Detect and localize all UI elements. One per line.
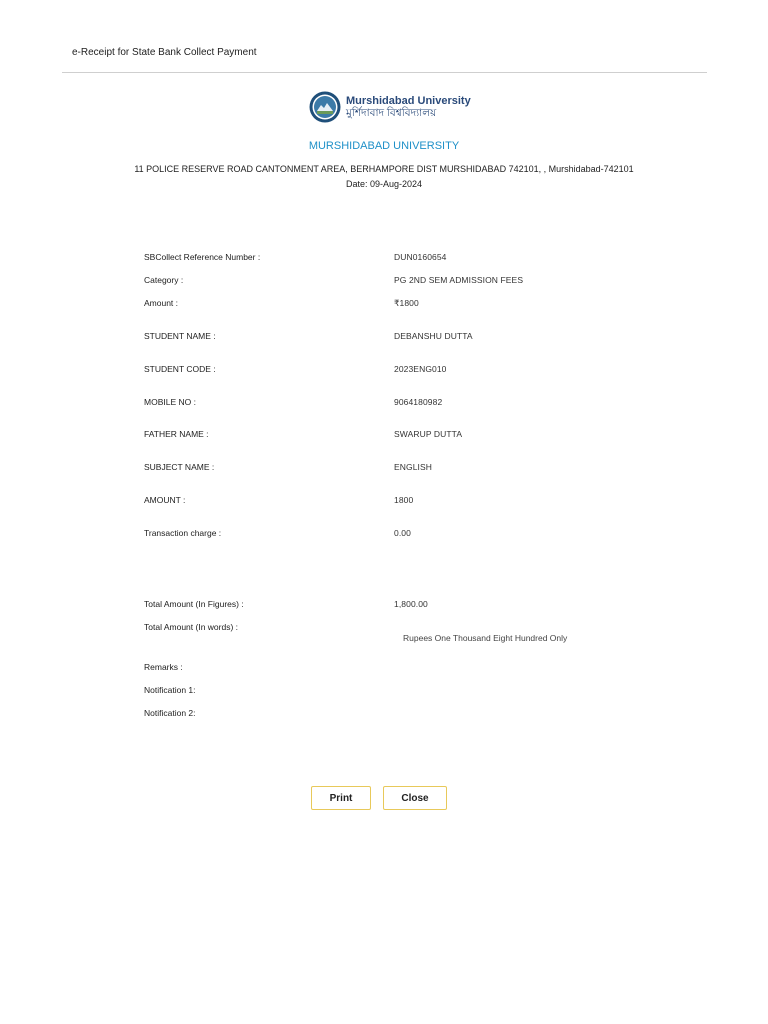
total-figures-value: 1,800.00 [394,599,428,609]
reference-label: SBCollect Reference Number : [144,252,261,262]
subject-name-value: ENGLISH [394,462,433,472]
print-button[interactable]: Print [311,786,371,810]
total-words-label: Total Amount (In words) : [144,622,239,632]
total-figures-label: Total Amount (In Figures) : [144,599,244,609]
amount2-value: 1800 [394,495,414,505]
logo-name-english: Murshidabad University [346,94,471,107]
notification2-label: Notification 2: [144,708,196,718]
receipt-date: Date: 09-Aug-2024 [345,179,423,189]
close-button[interactable]: Close [383,786,447,810]
student-name-label: STUDENT NAME : [144,331,216,341]
student-name-value: DEBANSHU DUTTA [394,331,473,341]
university-title: MURSHIDABAD UNIVERSITY [308,140,460,152]
header-divider [62,72,707,73]
transaction-charge-value: 0.00 [394,528,411,538]
university-address: 11 POLICE RESERVE ROAD CANTONMENT AREA, BERHAMPORE DIST MURSHIDABAD 742101, , Murshidabad-742101 [134,164,634,174]
amount2-label: AMOUNT : [144,495,186,505]
student-code-label: STUDENT CODE : [144,364,216,374]
total-words-value: Rupees One Thousand Eight Hundred Only [403,633,568,643]
remarks-label: Remarks : [144,662,183,672]
transaction-charge-label: Transaction charge : [144,528,222,538]
student-code-value: 2023ENG010 [394,364,447,374]
amount-value: ₹1800 [394,298,419,308]
page-header-title: e-Receipt for State Bank Collect Payment [72,47,257,58]
father-name-value: SWARUP DUTTA [394,429,463,439]
mobile-label: MOBILE NO : [144,397,196,407]
category-label: Category : [144,275,184,285]
mobile-value: 9064180982 [394,397,443,407]
father-name-label: FATHER NAME : [144,429,209,439]
logo-name-bengali: মুর্শিদাবাদ বিশ্ববিদ্যালয় [346,107,437,120]
category-value: PG 2ND SEM ADMISSION FEES [394,275,524,285]
subject-name-label: SUBJECT NAME : [144,462,215,472]
university-seal-icon [309,91,341,123]
university-logo [309,86,471,128]
notification1-label: Notification 1: [144,685,196,695]
amount-label: Amount : [144,298,179,308]
reference-value: DUN0160654 [394,252,447,262]
